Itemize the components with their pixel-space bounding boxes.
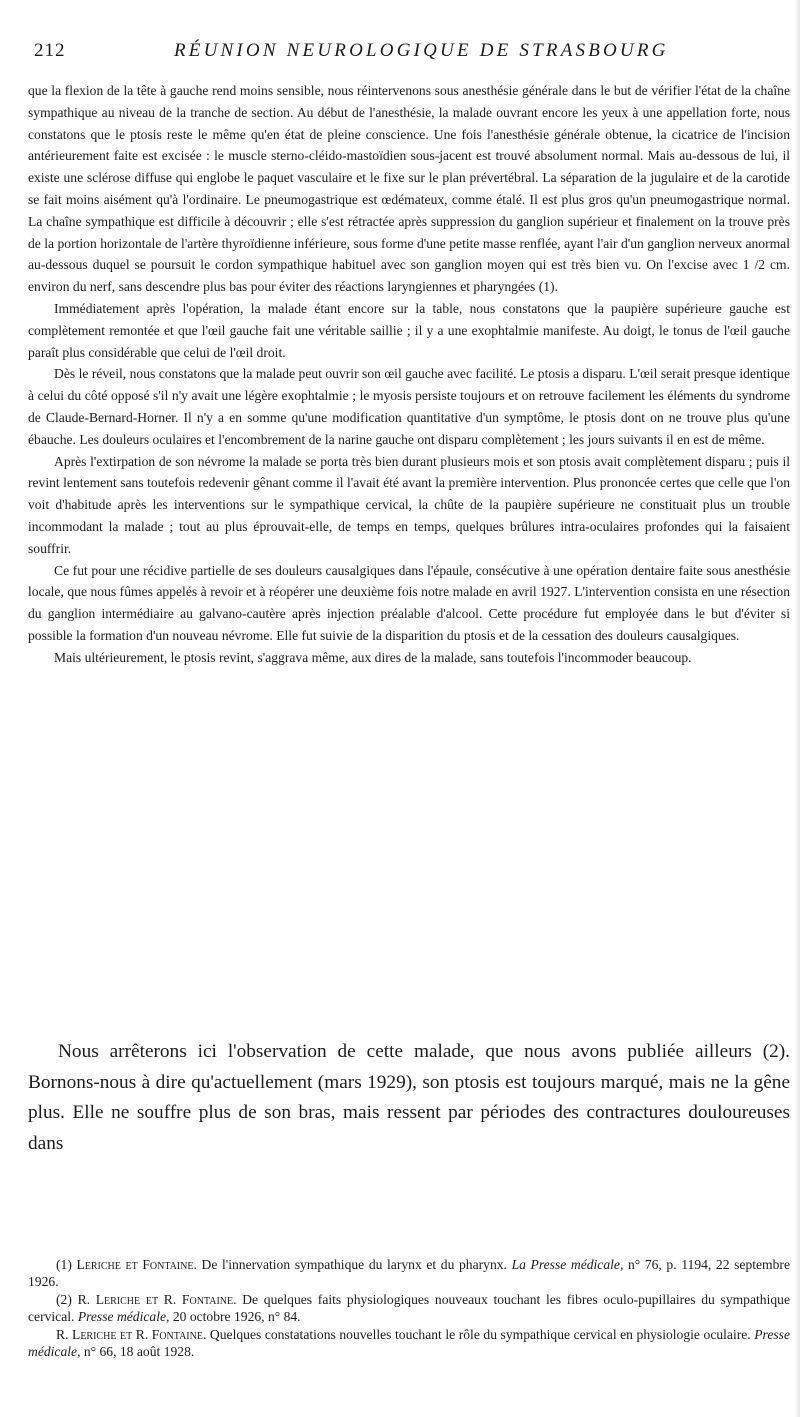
footnotes [28,1256,790,1360]
footnote [28,1256,790,1291]
footnote-journal: Presse médicale, [77,1309,170,1325]
footnote-ref: n° 66, 18 août 1928. [80,1344,195,1360]
footnote-text: De l'innervation sympathique du larynx et du pharynx. [196,1257,512,1272]
footnote-text: Quelques constatations nouvelles touchant le rôle du sympathique cervical en physiologie oculaire. [206,1326,755,1342]
footnote-authors: Leriche et Fontaine. [76,1257,197,1272]
footnote-ref: n° 76, p. 1194, 22 septembre 1926. [28,1257,790,1290]
footnote-journal: La Presse médicale, [511,1257,624,1272]
footnote-marker: (2) [56,1291,78,1307]
page-number: 212 [34,40,66,61]
paragraph: Mais ultérieurement, le ptosis revint, s'aggrava même, aux dires de la malade, sans toutefois l'incommoder beaucoup. [54,649,692,665]
footnote [28,1291,790,1326]
paragraph: Immédiatement après l'opération, la malade étant encore sur la table, nous constatons que la paupière supérieure gauche est complètement remontée et que l'œil gauche fait une véritable saillie ; il y a une exophtalmie manifeste. Au doigt, le tonus de l'œil gauche paraît plus considérable que celui de l'œil droit. [28,300,790,360]
observation-text [28,80,790,669]
paragraph: Nous arrêterons ici l'observation de cette malade, que nous avons publiée ailleurs (2). Bornons-nous à dire qu'actuellement (mars 1929), son ptosis est toujours marqué, mais ne la gêne plus. Elle ne souffre plus de son bras, mais ressent par périodes des contractures douloureuses dans [28,1041,790,1154]
footnote-authors: R. Leriche et R. Fontaine. [56,1326,207,1342]
main-text [28,1037,790,1159]
running-head [34,40,786,66]
page-edge [794,0,800,1417]
paragraph: Ce fut pour une récidive partielle de ses douleurs causalgiques dans l'épaule, consécutive à une opération dentaire faite sous anesthésie locale, que nous fûmes appelés à revoir et à réopérer une deuxième fois notre malade en avril 1927. L'intervention consista en une résection du ganglion intermédiaire au galvano-cautère après injection préalable d'alcool. Cette procédure fut employée dans le but d'éviter si possible la formation d'un nouveau névrome. Elle fut suivie de la disparition du ptosis et de la cessation des douleurs causalgiques. [28,562,790,643]
paragraph: Dès le réveil, nous constatons que la malade peut ouvrir son œil gauche avec facilité. Le ptosis a disparu. L'œil serait presque identique à celui du côté opposé s'il n'y avait une légère exophtalmie ; le myosis persiste toujours et on retrouve facilement les éléments du syndrome de Claude-Bernard-Horner. Il n'y a en somme qu'une modification quantitative d'un symptôme, le ptosis dont on ne trouve plus qu'une ébauche. Les douleurs oculaires et l'encombrement de la narine gauche ont disparu complètement ; les jours suivants il en est de même. [28,366,790,447]
footnote-authors: R. Leriche et R. Fontaine. [77,1291,237,1307]
paragraph: que la flexion de la tête à gauche rend moins sensible, nous réintervenons sous anesthésie générale dans le but de vérifier l'état de la chaîne sympathique au niveau de la tranche de section. Au début de l'anesthésie, la malade ouvrant encore les yeux à une appellation forte, nous constatons que le ptosis reste le même qu'en état de pleine conscience. Une fois l'anesthésie générale obtenue, la cicatrice de l'incision antérieurement faite est excisée : le muscle sterno-cléido-mastoïdien sous-jacent est trouvé absolument normal. Mais au-dessous de lui, il existe une sclérose diffuse qui englobe le paquet vasculaire et le fixe sur le plan prévertébral. La séparation de la jugulaire et de la carotide se fait moins aisément qu'à l'ordinaire. Le pneumogastrique est œdémateux, comme étalé. Il est plus gros qu'un pneumogastrique normal. La chaîne sympathique est difficile à découvrir ; elle s'est rétractée après suppression du ganglion supérieur et finalement on la trouve près de la portion horizontale de l'artère thyroïdienne inférieure, sous forme d'une petite masse renflée, ayant l'air d'un ganglion nerveux anormal au-dessous duquel se poursuit le cordon sympathique habituel avec son ganglion moyen qui est très bien vu. On l'excise avec 1 /2 cm. environ du nerf, sans descendre plus bas pour éviter des réactions laryngiennes et pharyngées (1). [28,83,790,295]
footnote [28,1326,790,1361]
footnote-text: De quelques faits physiologiques nouveaux touchant les fibres oculo-pupillaires du sympathique cervical. [28,1291,790,1325]
footnote-journal: Presse médicale, [28,1326,790,1360]
paragraph: Après l'extirpation de son névrome la malade se porta très bien durant plusieurs mois et son ptosis avait complètement disparu ; puis il revint lentement sans toutefois redevenir gênant comme il l'avait été avant la première intervention. Plus prononcée certes que celle que l'on voit d'habitude après les interventions sur le sympathique cervical, la chûte de la paupière supérieure ne constituait plus un trouble incommodant la malade ; tout au plus éprouvait-elle, de temps en temps, quelques brûlures intra-oculaires profondes qui la faisaient souffrir. [28,453,790,556]
footnote-ref: 20 octobre 1926, n° 84. [169,1309,301,1325]
footnote-marker: (1) [56,1257,77,1272]
journal-title: RÉUNION NEUROLOGIQUE DE STRASBOURG [174,40,669,61]
